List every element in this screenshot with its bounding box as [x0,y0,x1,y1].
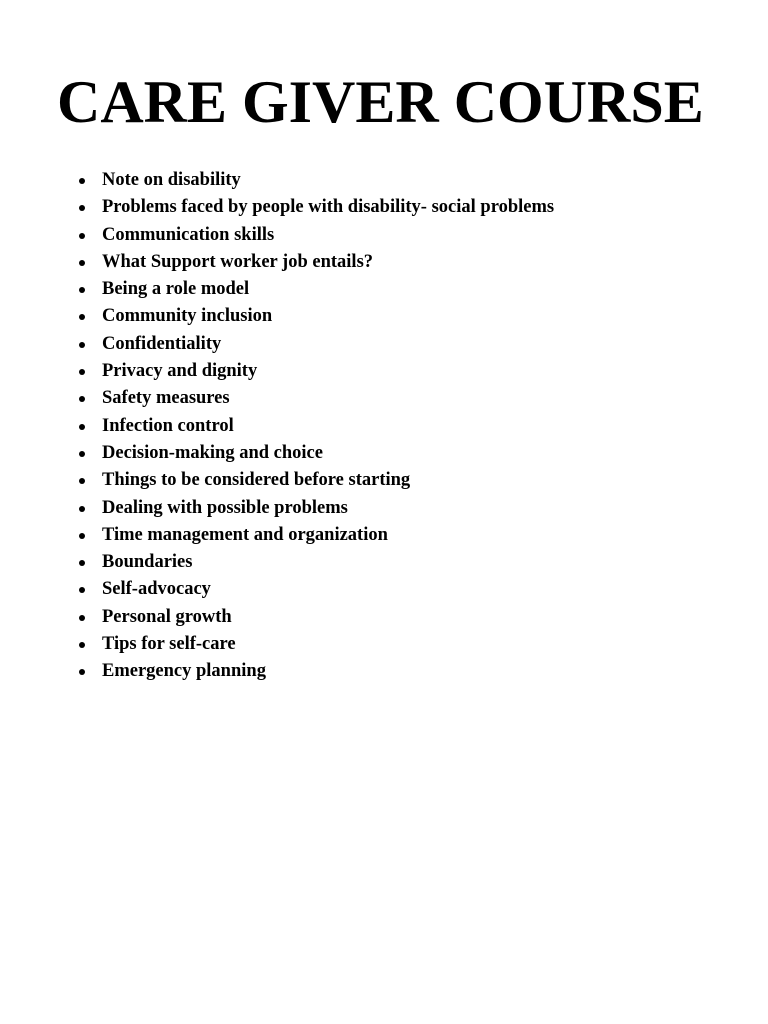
bullet-icon [79,396,85,402]
bullet-icon [79,287,85,293]
topic-text: Dealing with possible problems [102,497,348,518]
bullet-icon [79,260,85,266]
topic-text: Self-advocacy [102,579,211,600]
bullet-icon [79,587,85,593]
topic-text: Community inclusion [102,306,273,327]
bullet-icon [79,615,85,621]
topic-text: Boundaries [102,552,193,573]
topic-text: Communication skills [102,224,275,245]
topic-text: Note on disability [102,170,241,190]
bullet-icon [79,369,85,375]
bullet-icon [79,506,85,512]
bullet-icon [79,314,85,320]
topic-text: Privacy and dignity [102,361,258,382]
topic-text: Decision-making and choice [102,442,323,463]
topic-text: Infection control [102,415,234,436]
bullet-icon [79,642,85,648]
topic-text: Confidentiality [102,333,222,354]
topic-text: Personal growth [102,606,232,627]
document-title: CARE GIVER COURSE [57,69,704,135]
topic-text: Time management and organization [102,524,388,545]
bullet-icon [79,478,85,484]
bullet-icon [79,451,85,457]
topic-text: Problems faced by people with disability- social problems [102,197,555,218]
bullet-icon [79,533,85,539]
bullet-icon [79,560,85,566]
bullet-icon [79,424,85,430]
topic-text: Things to be considered before starting [102,470,411,491]
topic-text: What Support worker job entails? [102,251,374,272]
topic-text: Tips for self-care [102,634,236,655]
topic-text: Safety measures [102,388,230,409]
bullet-icon [79,669,85,675]
bullet-icon [79,205,85,211]
bullet-icon [79,233,85,239]
bullet-icon [79,178,85,184]
topic-text: Being a role model [102,279,250,300]
bullet-icon [79,342,85,348]
topic-text: Emergency planning [102,661,266,682]
